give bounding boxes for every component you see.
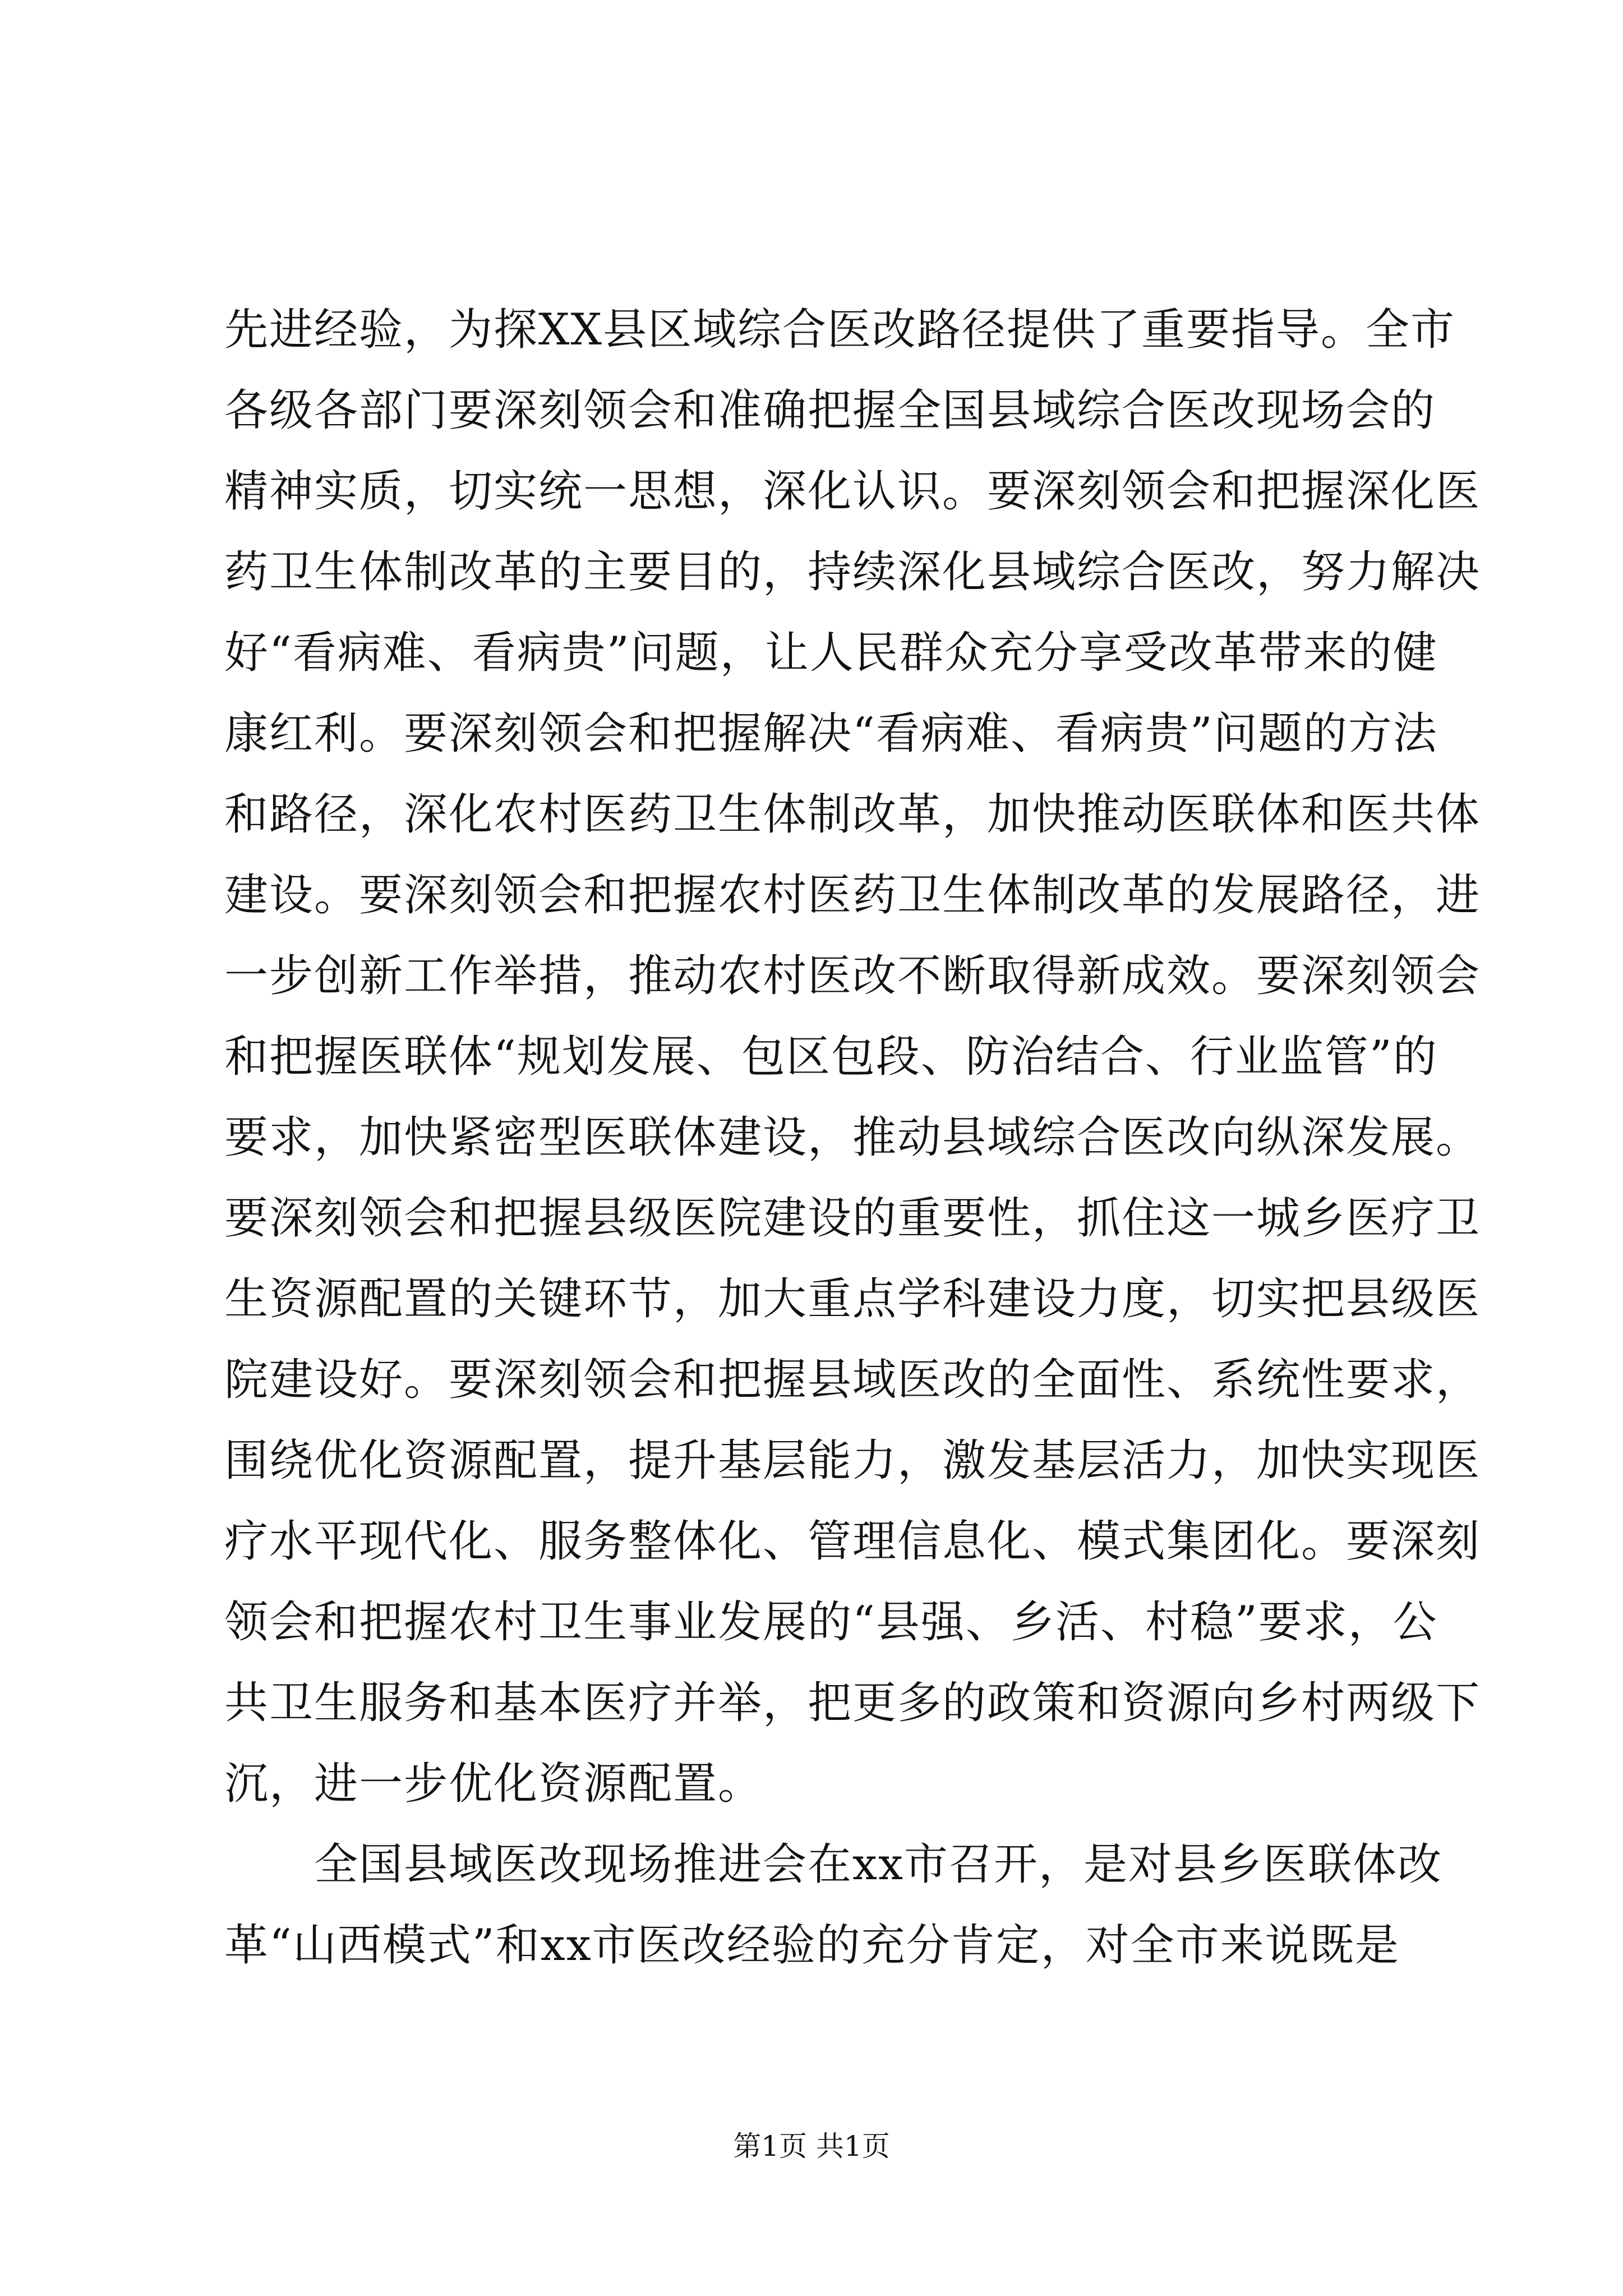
text-line: 沉，进一步优化资源配置。 bbox=[224, 1759, 763, 1809]
text-line: 疗水平现代化、服务整体化、管理信息化、模式集团化。要深刻 bbox=[224, 1516, 1481, 1567]
text-line: 院建设好。要深刻领会和把握县域医改的全面性、系统性要求， bbox=[224, 1355, 1481, 1405]
text-line: 和路径，深化农村医药卫生体制改革，加快推动医联体和医共体 bbox=[224, 789, 1481, 840]
text-line: 共卫生服务和基本医疗并举，把更多的政策和资源向乡村两级下 bbox=[224, 1678, 1481, 1728]
text-line: 全国县域医改现场推进会在xx市召开，是对县乡医联体改 bbox=[314, 1839, 1442, 1890]
text-line: 建设。要深刻领会和把握农村医药卫生体制改革的发展路径，进 bbox=[224, 870, 1481, 921]
text-line: 好“看病难、看病贵”问题，让人民群众充分享受改革带来的健 bbox=[224, 628, 1438, 678]
text-line: 要深刻领会和把握县级医院建设的重要性，抓住这一城乡医疗卫 bbox=[224, 1193, 1481, 1244]
text-line: 各级各部门要深刻领会和准确把握全国县域综合医改现场会的 bbox=[224, 385, 1436, 436]
text-line: 领会和把握农村卫生事业发展的“县强、乡活、村稳”要求，公 bbox=[224, 1597, 1438, 1648]
text-line: 和把握医联体“规划发展、包区包段、防治结合、行业监管”的 bbox=[224, 1032, 1438, 1082]
page-footer: 第1页 共1页 bbox=[733, 2130, 890, 2162]
text-line: 革“山西模式”和xx市医改经验的充分肯定，对全市来说既是 bbox=[224, 1920, 1400, 1971]
text-line: 精神实质，切实统一思想，深化认识。要深刻领会和把握深化医 bbox=[224, 466, 1481, 517]
text-line: 生资源配置的关键环节，加大重点学科建设力度，切实把县级医 bbox=[224, 1274, 1481, 1324]
text-line: 围绕优化资源配置，提升基层能力，激发基层活力，加快实现医 bbox=[224, 1435, 1481, 1486]
text-line: 一步创新工作举措，推动农村医改不断取得新成效。要深刻领会 bbox=[224, 951, 1481, 1001]
text-line: 康红利。要深刻领会和把握解决“看病难、看病贵”问题的方法 bbox=[224, 708, 1438, 759]
text-line: 先进经验，为探XX县区域综合医改路径提供了重要指导。全市 bbox=[224, 305, 1456, 355]
text-line: 药卫生体制改革的主要目的，持续深化县域综合医改，努力解决 bbox=[224, 547, 1481, 597]
text-line: 要求，加快紧密型医联体建设，推动县域综合医改向纵深发展。 bbox=[224, 1112, 1481, 1163]
